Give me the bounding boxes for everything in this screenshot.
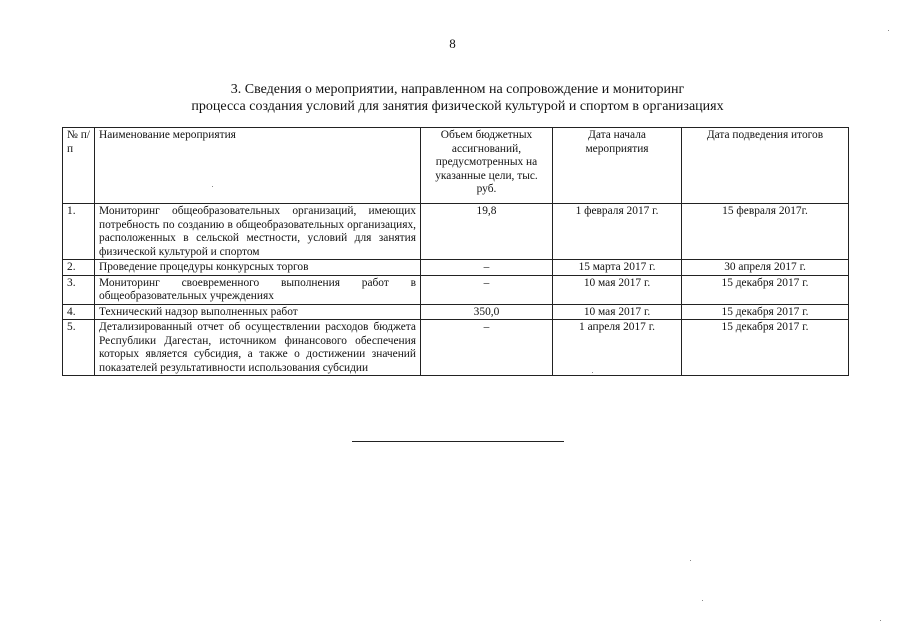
event-name: Проведение процедуры конкурсных торгов xyxy=(95,260,421,276)
end-date: 30 апреля 2017 г. xyxy=(682,260,849,276)
column-header-volume: Объем бюджетных ассигнований, предусмотренных на указанные цели, тыс. руб. xyxy=(421,128,553,204)
budget-volume: – xyxy=(421,275,553,304)
event-name: Мониторинг своевременного выполнения работ в общеобразовательных учреждениях xyxy=(95,275,421,304)
start-date: 1 февраля 2017 г. xyxy=(553,204,682,260)
event-name: Технический надзор выполненных работ xyxy=(95,304,421,320)
start-date: 10 мая 2017 г. xyxy=(553,275,682,304)
event-name: Мониторинг общеобразовательных организаций, имеющих потребность по созданию в общеобразовательных организациях, расположенных в сельской местности, условий для занятия физической культурой и спортом xyxy=(95,204,421,260)
table-row xyxy=(63,260,849,276)
end-date: 15 декабря 2017 г. xyxy=(682,275,849,304)
budget-volume: 19,8 xyxy=(421,204,553,260)
section-title-line-2: процесса создания условий для занятия физической культурой и спортом в организациях xyxy=(191,99,724,114)
column-header-start-date: Дата начала мероприятия xyxy=(553,128,682,204)
end-date: 15 декабря 2017 г. xyxy=(682,304,849,320)
scan-speck xyxy=(592,372,593,373)
row-number: 4. xyxy=(63,304,95,320)
row-number: 1. xyxy=(63,204,95,260)
events-table xyxy=(62,127,849,376)
start-date: 1 апреля 2017 г. xyxy=(553,320,682,376)
column-header-number: № п/п xyxy=(63,128,95,204)
row-number: 2. xyxy=(63,260,95,276)
row-number: 3. xyxy=(63,275,95,304)
end-date: 15 декабря 2017 г. xyxy=(682,320,849,376)
event-name: Детализированный отчет об осуществлении расходов бюджета Республики Дагестан, источником финансового обеспечения которых является субсидия, а также о достижении значений показателей результативности использования субсидии xyxy=(95,320,421,376)
section-title-line-1: 3. Сведения о мероприятии, направленном на сопровождение и мониторинг xyxy=(230,82,685,97)
closing-rule xyxy=(352,441,564,442)
table-row xyxy=(63,304,849,320)
table-row xyxy=(63,320,849,376)
column-header-name: Наименование мероприятия xyxy=(95,128,421,204)
end-date: 15 февраля 2017г. xyxy=(682,204,849,260)
scan-speck xyxy=(212,186,213,187)
scan-speck xyxy=(880,620,881,621)
page-number: 8 xyxy=(449,36,456,51)
budget-volume: – xyxy=(421,260,553,276)
table-header-row xyxy=(63,128,849,204)
start-date: 15 марта 2017 г. xyxy=(553,260,682,276)
table-row xyxy=(63,275,849,304)
scan-speck xyxy=(888,30,889,31)
budget-volume: – xyxy=(421,320,553,376)
start-date: 10 мая 2017 г. xyxy=(553,304,682,320)
scan-speck xyxy=(690,560,691,561)
scan-speck xyxy=(702,600,703,601)
row-number: 5. xyxy=(63,320,95,376)
budget-volume: 350,0 xyxy=(421,304,553,320)
section-heading xyxy=(60,81,855,115)
table-row xyxy=(63,204,849,260)
column-header-end-date: Дата подведения итогов xyxy=(682,128,849,204)
